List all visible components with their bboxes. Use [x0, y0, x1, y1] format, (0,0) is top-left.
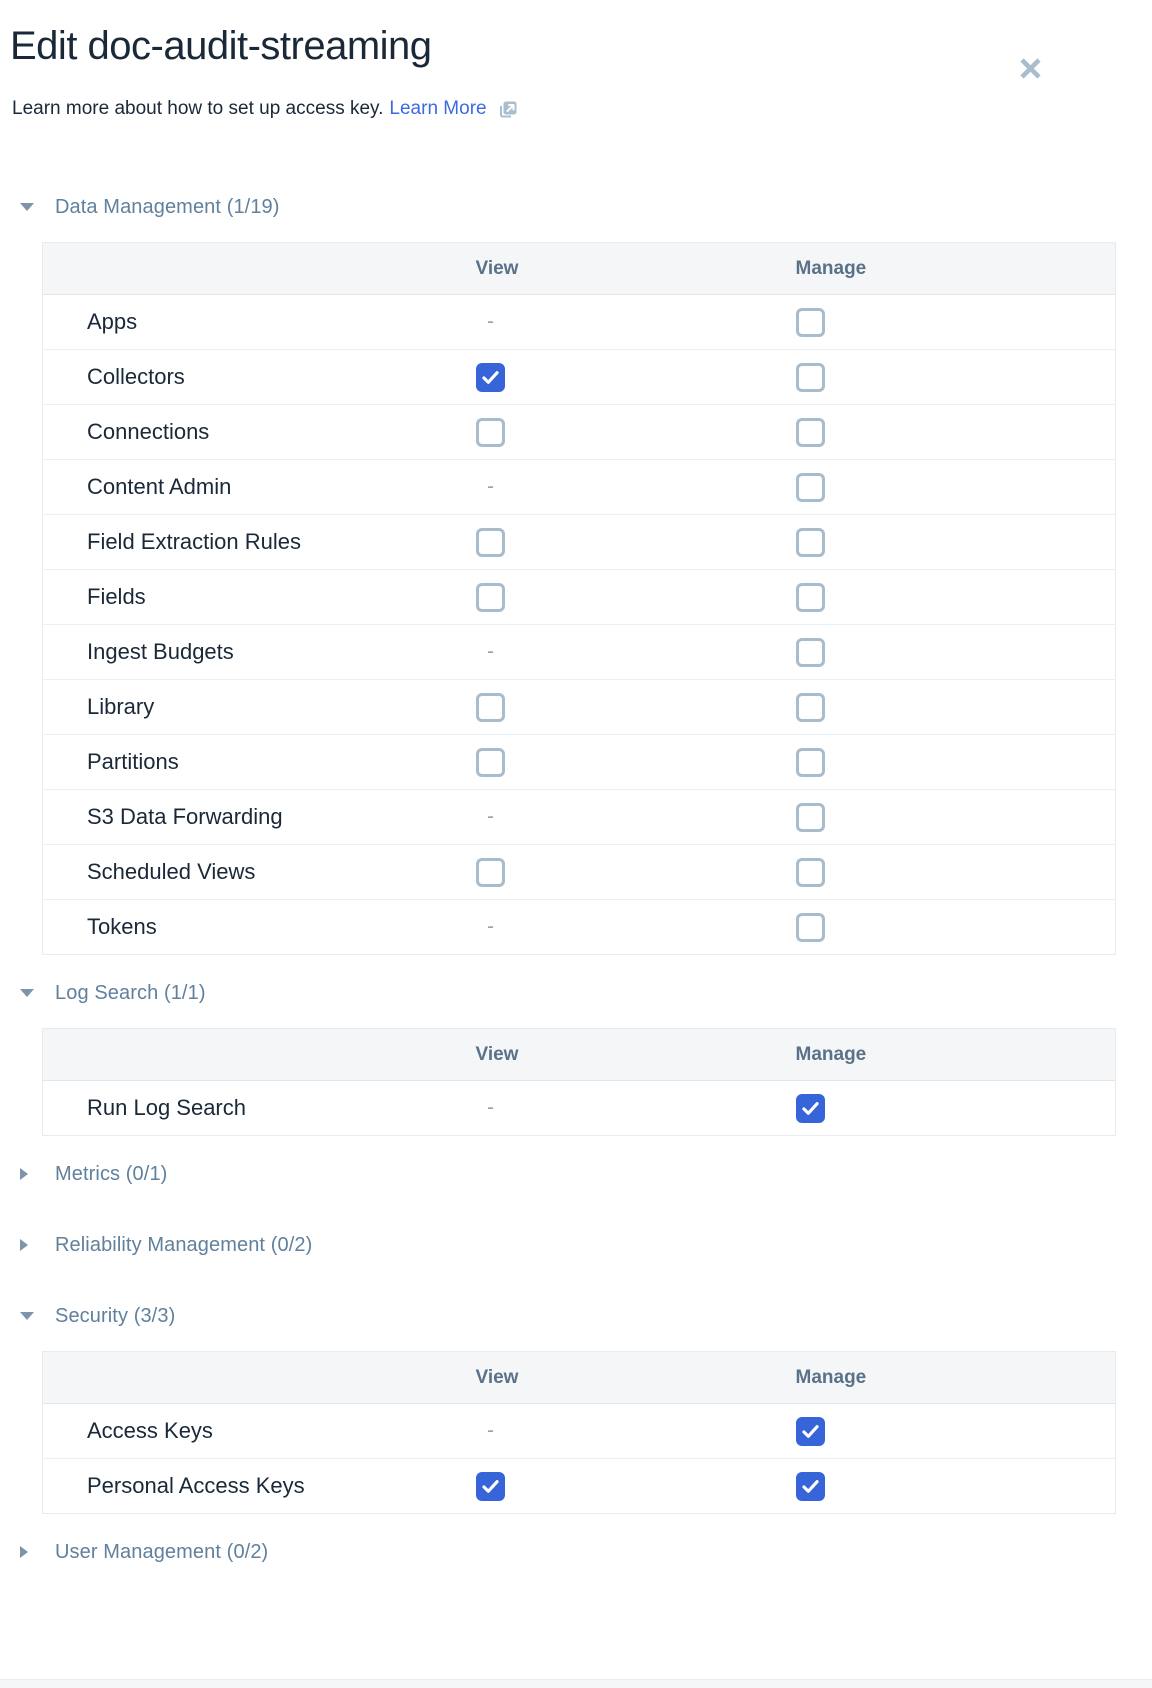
table-header-row — [43, 1029, 1116, 1081]
row-label: Apps — [87, 309, 138, 334]
section-label: Reliability Management (0/2) — [55, 1233, 313, 1256]
manage-cell — [796, 515, 1116, 570]
table-row — [43, 350, 1116, 405]
table-row — [43, 295, 1116, 350]
manage-column-header: Manage — [795, 257, 867, 279]
view-cell — [476, 845, 796, 900]
permission-section-reliability-management — [0, 1233, 1152, 1257]
view-checkbox[interactable] — [476, 693, 505, 722]
table-row — [43, 570, 1116, 625]
view-column-header: View — [475, 1043, 519, 1065]
modal-title: Edit doc-audit-streaming — [10, 24, 432, 68]
footer-strip — [0, 1679, 1152, 1688]
view-cell — [476, 790, 796, 845]
no-permission-dash: - — [487, 805, 494, 828]
view-checkbox[interactable] — [476, 858, 505, 887]
view-cell — [476, 570, 796, 625]
subtitle-text: Learn more about how to set up access key. — [12, 98, 384, 119]
table-row — [43, 515, 1116, 570]
checkmark-icon — [800, 1421, 821, 1442]
view-checkbox[interactable] — [476, 418, 505, 447]
manage-cell — [796, 405, 1116, 460]
manage-cell — [796, 735, 1116, 790]
checkmark-icon — [800, 1476, 821, 1497]
caret-down-icon — [20, 203, 34, 211]
permissions-table — [42, 1028, 1116, 1136]
manage-cell — [796, 845, 1116, 900]
row-label: Connections — [87, 419, 210, 444]
section-label: Metrics (0/1) — [55, 1162, 168, 1185]
manage-cell — [796, 625, 1116, 680]
permission-section-metrics — [0, 1162, 1152, 1186]
no-permission-dash: - — [487, 310, 494, 333]
row-label: Access Keys — [87, 1418, 213, 1443]
table-row — [43, 1081, 1116, 1136]
manage-cell — [796, 350, 1116, 405]
row-label: Run Log Search — [87, 1095, 246, 1120]
manage-checkbox[interactable] — [796, 583, 825, 612]
section-label: Log Search (1/1) — [55, 981, 206, 1004]
row-label: S3 Data Forwarding — [87, 804, 283, 829]
manage-cell — [796, 1081, 1116, 1136]
view-cell — [476, 900, 796, 955]
view-column-header: View — [475, 1366, 519, 1388]
manage-checkbox[interactable] — [796, 693, 825, 722]
manage-cell — [796, 900, 1116, 955]
external-link-icon[interactable] — [497, 99, 518, 120]
no-permission-dash: - — [487, 915, 494, 938]
view-cell — [476, 350, 796, 405]
no-permission-dash: - — [487, 1096, 494, 1119]
checkmark-icon — [480, 1476, 501, 1497]
view-cell — [476, 1404, 796, 1459]
manage-checkbox[interactable] — [796, 858, 825, 887]
view-cell — [476, 515, 796, 570]
table-row — [43, 460, 1116, 515]
manage-checkbox[interactable] — [796, 1417, 825, 1446]
view-cell — [476, 295, 796, 350]
row-label-column-header — [43, 243, 476, 295]
permission-section-data-management — [0, 195, 1152, 955]
table-row — [43, 680, 1116, 735]
permission-sections — [0, 195, 1152, 1564]
checkmark-icon — [800, 1098, 821, 1119]
row-label-column-header — [43, 1029, 476, 1081]
view-checkbox[interactable] — [476, 748, 505, 777]
permission-section-security — [0, 1304, 1152, 1514]
manage-column-header: Manage — [795, 1366, 867, 1388]
row-label: Library — [87, 694, 155, 719]
view-checkbox[interactable] — [476, 528, 505, 557]
table-row — [43, 845, 1116, 900]
row-label: Field Extraction Rules — [87, 529, 301, 554]
caret-right-icon — [20, 1168, 34, 1180]
row-label: Scheduled Views — [87, 859, 256, 884]
table-row — [43, 625, 1116, 680]
view-checkbox[interactable] — [476, 583, 505, 612]
section-header-security[interactable] — [0, 1304, 1152, 1328]
caret-right-icon — [20, 1546, 34, 1558]
table-row — [43, 1459, 1116, 1514]
manage-checkbox[interactable] — [796, 748, 825, 777]
view-cell — [476, 460, 796, 515]
view-cell — [476, 1081, 796, 1136]
no-permission-dash: - — [487, 475, 494, 498]
manage-column-header: Manage — [795, 1043, 867, 1065]
manage-cell — [796, 1459, 1116, 1514]
manage-checkbox[interactable] — [796, 363, 825, 392]
manage-cell — [796, 790, 1116, 845]
manage-checkbox[interactable] — [796, 308, 825, 337]
view-checkbox[interactable] — [476, 363, 505, 392]
table-row — [43, 1404, 1116, 1459]
manage-checkbox[interactable] — [796, 1472, 825, 1501]
manage-cell — [796, 295, 1116, 350]
row-label: Fields — [87, 584, 146, 609]
section-header-reliability-management[interactable] — [0, 1233, 1152, 1257]
permission-section-log-search — [0, 981, 1152, 1136]
section-label: Security (3/3) — [55, 1304, 176, 1327]
section-header-metrics[interactable] — [0, 1162, 1152, 1186]
row-label: Content Admin — [87, 474, 232, 499]
permissions-table — [42, 1351, 1116, 1514]
view-cell — [476, 680, 796, 735]
row-label: Collectors — [87, 364, 185, 389]
manage-checkbox[interactable] — [796, 803, 825, 832]
manage-cell — [796, 1404, 1116, 1459]
manage-checkbox[interactable] — [796, 638, 825, 667]
manage-checkbox[interactable] — [796, 1094, 825, 1123]
caret-down-icon — [20, 989, 34, 997]
checkmark-icon — [480, 367, 501, 388]
section-header-user-management[interactable] — [0, 1540, 1152, 1564]
manage-checkbox[interactable] — [796, 913, 825, 942]
table-row — [43, 900, 1116, 955]
permissions-table — [42, 242, 1116, 955]
table-header-row — [43, 1352, 1116, 1404]
no-permission-dash: - — [487, 640, 494, 663]
row-label: Ingest Budgets — [87, 639, 234, 664]
manage-cell — [796, 460, 1116, 515]
table-row — [43, 790, 1116, 845]
caret-down-icon — [20, 1312, 34, 1320]
view-column-header: View — [475, 257, 519, 279]
row-label: Personal Access Keys — [87, 1473, 305, 1498]
table-row — [43, 405, 1116, 460]
close-button[interactable] — [1012, 50, 1048, 86]
view-cell — [476, 735, 796, 790]
learn-more-link[interactable]: Learn More — [389, 98, 487, 119]
manage-cell — [796, 570, 1116, 625]
view-cell — [476, 625, 796, 680]
manage-checkbox[interactable] — [796, 473, 825, 502]
view-checkbox[interactable] — [476, 1472, 505, 1501]
row-label-column-header — [43, 1352, 476, 1404]
section-label: Data Management (1/19) — [55, 195, 280, 218]
permission-section-user-management — [0, 1540, 1152, 1564]
caret-right-icon — [20, 1239, 34, 1251]
row-label: Tokens — [87, 914, 157, 939]
section-header-log-search[interactable] — [0, 981, 1152, 1005]
no-permission-dash: - — [487, 1419, 494, 1442]
manage-checkbox[interactable] — [796, 528, 825, 557]
modal-subtitle — [12, 97, 1152, 121]
edit-access-key-modal — [0, 22, 1152, 1688]
manage-checkbox[interactable] — [796, 418, 825, 447]
table-row — [43, 735, 1116, 790]
row-label: Partitions — [87, 749, 179, 774]
view-cell — [476, 405, 796, 460]
table-header-row — [43, 243, 1116, 295]
section-header-data-management[interactable] — [0, 195, 1152, 219]
view-cell — [476, 1459, 796, 1514]
section-label: User Management (0/2) — [55, 1540, 269, 1563]
close-icon — [1019, 57, 1042, 80]
manage-cell — [796, 680, 1116, 735]
